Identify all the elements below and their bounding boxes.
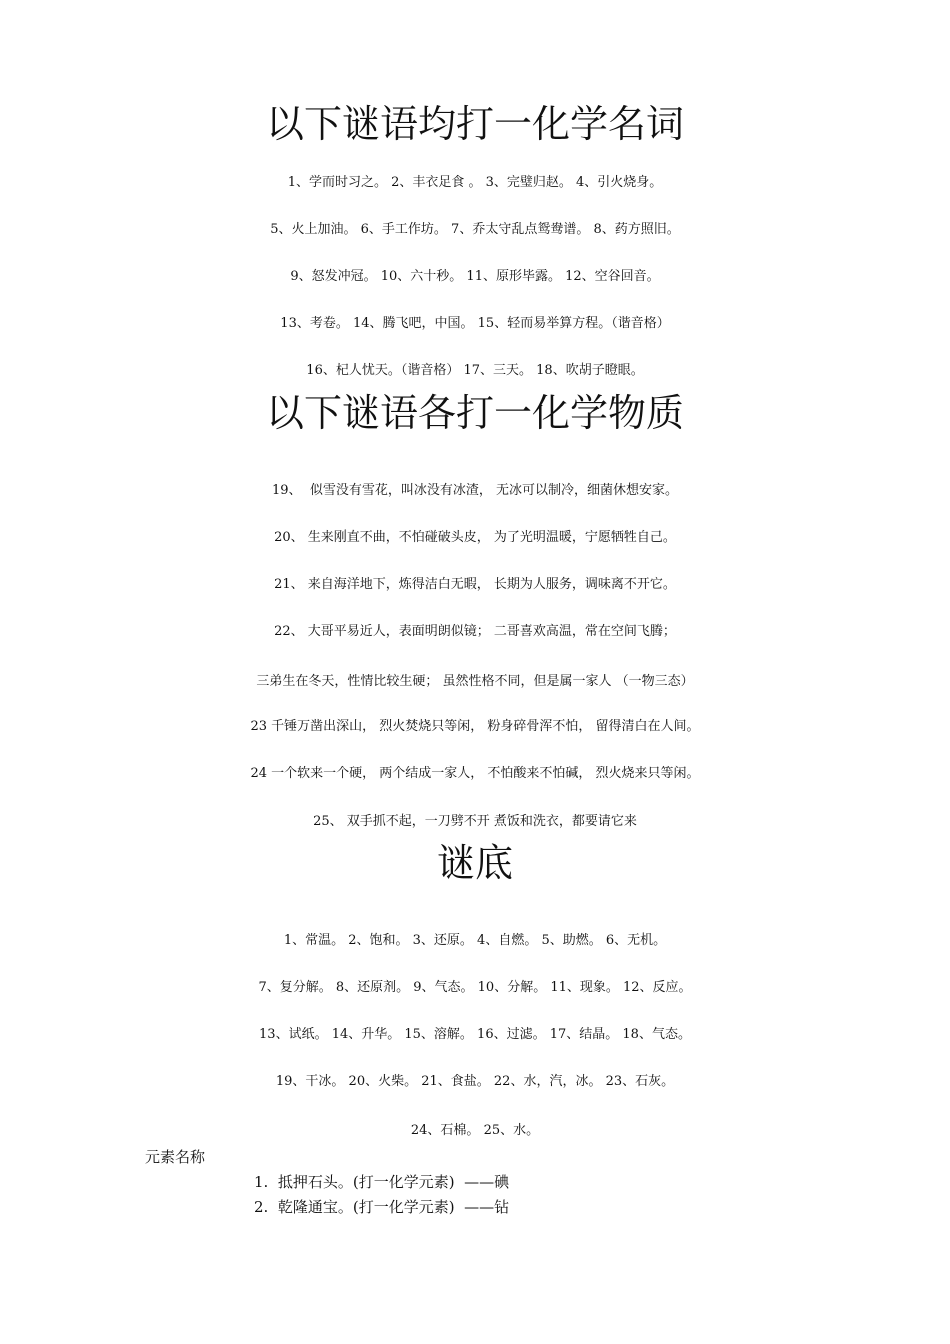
section2-title: 以下谜语各打一化学物质: [265, 391, 684, 435]
answers-title: 谜底: [436, 841, 513, 885]
answer-line: 24、石棉。 25、水。: [410, 1123, 540, 1138]
answer-line: 1、常温。 2、饱和。 3、还原。 4、自燃。 5、助燃。 6、无机。: [283, 933, 667, 948]
answer-line: 7、复分解。 8、还原剂。 9、气态。 10、分解。 11、现象。 12、反应。: [258, 980, 692, 995]
riddle-line: 21、 来自海洋地下，炼得洁白无暇， 长期为人服务，调味离不开它。: [274, 577, 676, 592]
elements-title: 元素名称: [145, 1148, 206, 1166]
riddle-line: 13、考卷。 14、腾飞吧，中国。 15、轻而易举算方程。（谐音格）: [280, 316, 670, 331]
riddle-line: 1、学而时习之。 2、丰衣足食 。 3、完璧归赵。 4、引火烧身。: [287, 175, 663, 190]
riddle-line: 16、杞人忧天。（谐音格） 17、三天。 18、吹胡子瞪眼。: [306, 363, 644, 378]
element-riddle: 1. 抵押石头。(打一化学元素) ——碘: [254, 1173, 510, 1191]
riddle-line: 9、怒发冲冠。 10、六十秒。 11、原形毕露。 12、空谷回音。: [290, 269, 660, 284]
answer-line: 19、干冰。 20、火柴。 21、食盐。 22、水，汽，冰。 23、石灰。: [275, 1074, 675, 1089]
element-riddle: 2. 乾隆通宝。(打一化学元素) ——钻: [254, 1198, 510, 1216]
riddle-line: 23 千锤万凿出深山， 烈火焚烧只等闲， 粉身碎骨浑不怕， 留得清白在人间。: [250, 719, 700, 734]
answer-line: 13、试纸。 14、升华。 15、溶解。 16、过滤。 17、结晶。 18、气态。: [259, 1027, 691, 1042]
section1-title: 以下谜语均打一化学名词: [265, 102, 684, 146]
riddle-line: 24 一个软来一个硬， 两个结成一家人， 不怕酸来不怕碱， 烈火烧来只等闲。: [250, 766, 700, 781]
riddle-line: 22、 大哥平易近人，表面明朗似镜； 二哥喜欢高温，常在空间飞腾；: [274, 624, 676, 639]
riddle-line: 19、 似雪没有雪花，叫冰没有冰渣， 无冰可以制冷，细菌休想安家。: [272, 483, 678, 498]
riddle-line: 5、火上加油。 6、手工作坊。 7、乔太守乱点鸳鸯谱。 8、药方照旧。: [270, 222, 680, 237]
riddle-line: 25、 双手抓不起，一刀劈不开 煮饭和洗衣，都要请它来: [313, 814, 637, 829]
riddle-line: 20、 生来刚直不曲，不怕碰破头皮， 为了光明温暖，宁愿牺牲自己。: [274, 530, 676, 545]
riddle-line: 三弟生在冬天，性情比较生硬； 虽然性格不同，但是属一家人 （一物三态）: [256, 674, 694, 689]
